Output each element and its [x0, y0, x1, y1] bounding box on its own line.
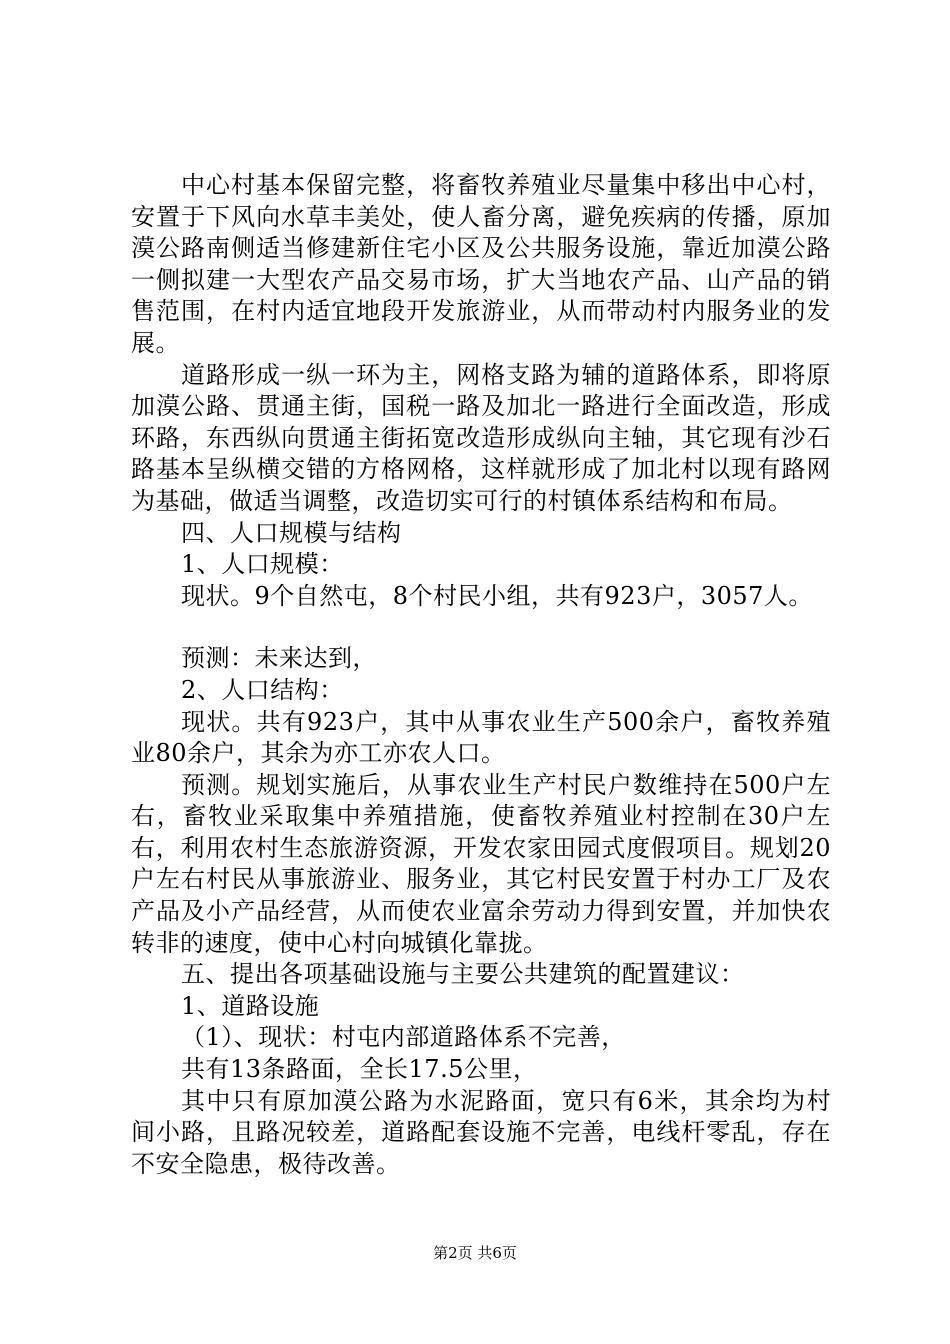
section-heading-population: 四、人口规模与结构	[181, 518, 402, 547]
paragraph-population-status: 现状。9个自然屯，8个村民小组，共有923户，3057人。	[181, 581, 813, 610]
paragraph-population-forecast: 预测：未来达到，	[181, 644, 377, 673]
document-body	[131, 170, 831, 1180]
section-heading-infrastructure: 五、提出各项基础设施与主要公共建筑的配置建议：	[181, 960, 745, 989]
paragraph-road-detail: 其中只有原加漠公路为水泥路面，宽只有6米，其余均为村间小路，且路况较差，道路配套设施不完善，电线杆零乱，存在不安全隐患，极待改善。	[131, 1086, 831, 1178]
subheading-population-scale: 1、人口规模：	[181, 550, 344, 579]
paragraph-structure-forecast: 预测。规划实施后，从事农业生产村民户数维持在500户左右，畜牧业采取集中养殖措施，使畜牧养殖业村控制在30户左右，利用农村生态旅游资源，开发农家田园式度假项目。规划20户左右村民从事旅游业、服务业，其它村民安置于村办工厂及农产品及小产品经营，从而使农业富余劳动力得到安置，并加快农转非的速度，使中心村向城镇化靠拢。	[131, 770, 831, 957]
paragraph-road-status: （1）、现状：村屯内部道路体系不完善，	[181, 1023, 626, 1052]
paragraph-road-system: 道路形成一纵一环为主，网格支路为辅的道路体系，即将原加漠公路、贯通主街，国税一路及加北一路进行全面改造，形成环路，东西纵向贯通主街拓宽改造形成纵向主轴，其它现有沙石路基本呈纵横交错的方格网格，这样就形成了加北村以现有路网为基础，做适当调整，改造切实可行的村镇体系结构和布局。	[131, 360, 831, 515]
paragraph-road-count: 共有13条路面，全长17.5公里，	[181, 1055, 538, 1084]
page-number-footer: 第2页 共6页	[433, 1244, 517, 1262]
subheading-road-facilities: 1、道路设施	[181, 991, 320, 1020]
subheading-population-structure: 2、人口结构：	[181, 675, 344, 704]
paragraph-structure-status: 现状。共有923户，其中从事农业生产500余户，畜牧养殖业80余户，其余为亦工亦农人口。	[131, 707, 831, 768]
paragraph-center-village: 中心村基本保留完整，将畜牧养殖业尽量集中移出中心村，安置于下风向水草丰美处，使人畜分离，避免疾病的传播，原加漠公路南侧适当修建新住宅小区及公共服务设施，靠近加漠公路一侧拟建一大型农产品交易市场，扩大当地农产品、山产品的销售范围，在村内适宜地段开发旅游业，从而带动村内服务业的发展。	[131, 171, 831, 357]
